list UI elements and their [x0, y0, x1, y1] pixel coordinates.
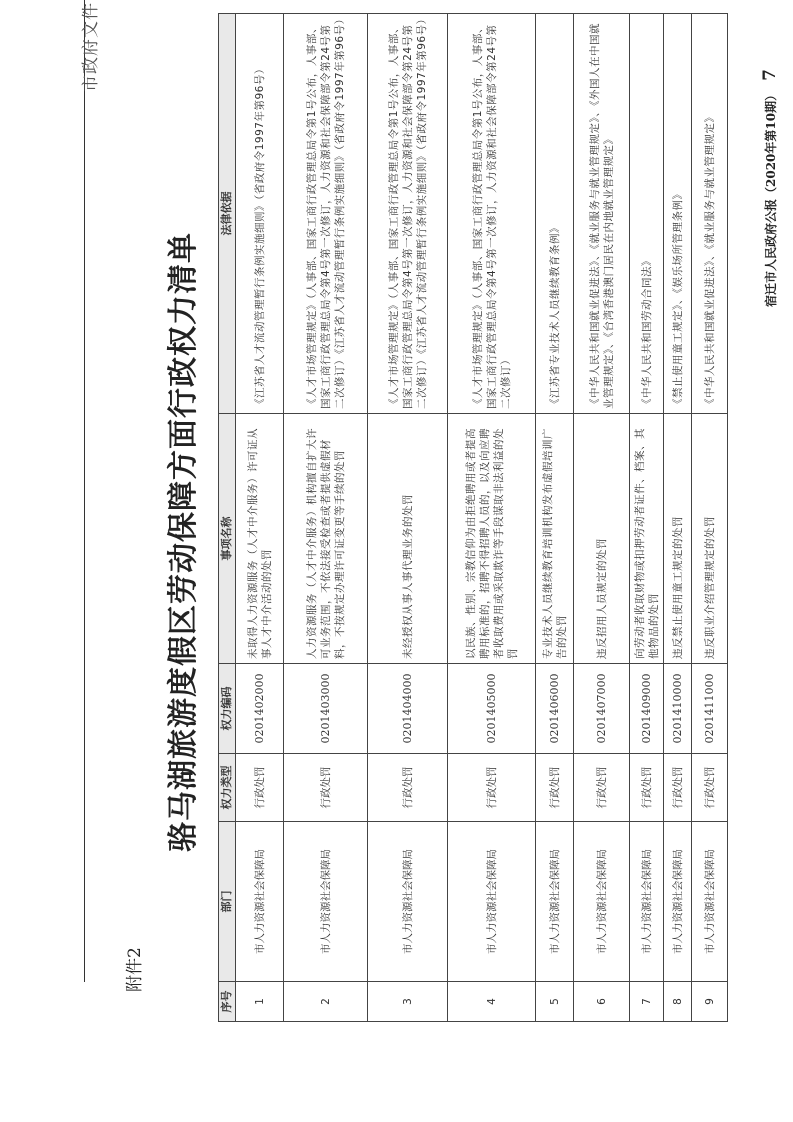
cell-type: 行政处罚 [536, 754, 574, 822]
cell-no: 5 [536, 982, 574, 1022]
col-header-dept: 部门 [219, 822, 236, 982]
power-list-table [218, 13, 728, 1022]
table-header-row [219, 14, 236, 1022]
cell-no: 3 [368, 982, 448, 1022]
cell-code: 0201402000 [236, 664, 284, 754]
cell-basis: 《中华人民共和国劳动合同法》 [630, 14, 664, 414]
cell-item: 违反职业介绍管理规定的处罚 [692, 414, 728, 664]
cell-code: 0201404000 [368, 664, 448, 754]
col-header-item: 事项名称 [219, 414, 236, 664]
cell-code: 0201406000 [536, 664, 574, 754]
cell-dept: 市人力资源社会保障局 [664, 822, 692, 982]
cell-basis: 《中华人民共和国就业促进法》、《就业服务与就业管理规定》 [692, 14, 728, 414]
cell-code: 0201403000 [284, 664, 368, 754]
cell-item: 违反禁止使用童工规定的处罚 [664, 414, 692, 664]
cell-dept: 市人力资源社会保障局 [574, 822, 630, 982]
cell-item: 以民族、性别、宗教信仰为由拒绝聘用或者提高聘用标准的，招聘不得招聘人员的，以及向应聘者收取费用或采取欺诈等手段谋取非法利益的处罚 [448, 414, 536, 664]
cell-no: 2 [284, 982, 368, 1022]
cell-dept: 市人力资源社会保障局 [536, 822, 574, 982]
col-header-no: 序号 [219, 982, 236, 1022]
cell-basis: 《中华人民共和国就业促进法》、《就业服务与就业管理规定》、《外国人在中国就业管理规定》、《台湾香港澳门居民在内地就业管理规定》 [574, 14, 630, 414]
table-row [368, 14, 448, 1022]
header-doc-label: 市政府文件 [81, 2, 101, 92]
page-number: 7 [760, 69, 780, 81]
cell-code: 0201411000 [692, 664, 728, 754]
table-row [448, 14, 536, 1022]
cell-code: 0201407000 [574, 664, 630, 754]
col-header-basis: 法律依据 [219, 14, 236, 414]
cell-dept: 市人力资源社会保障局 [236, 822, 284, 982]
cell-type: 行政处罚 [236, 754, 284, 822]
cell-basis: 《人才市场管理规定》（人事部、国家工商行政管理总局令第1号公布，人事部、国家工商行政管理总局令第4号第一次修订，人力资源和社会保障部令第24号第二次修订）《江苏省人才流动管理暂行条例实施细则》（省政府令1997年第96号） [368, 14, 448, 414]
header-rule [84, 0, 85, 982]
cell-no: 8 [664, 982, 692, 1022]
cell-item: 未经授权从事人事代理业务的处罚 [368, 414, 448, 664]
cell-code: 0201410000 [664, 664, 692, 754]
document-title: 骆马湖旅游度假区劳动保障方面行政权力清单 [166, 232, 201, 852]
cell-dept: 市人力资源社会保障局 [368, 822, 448, 982]
cell-no: 9 [692, 982, 728, 1022]
cell-basis: 《人才市场管理规定》（人事部、国家工商行政管理总局令第1号公布，人事部、国家工商行政管理总局令第4号第一次修订，人力资源和社会保障部令第24号第二次修订） [448, 14, 536, 414]
cell-basis: 《人才市场管理规定》（人事部、国家工商行政管理总局令第1号公布，人事部、国家工商行政管理总局令第4号第一次修订，人力资源和社会保障部令第24号第二次修订）《江苏省人才流动管理暂行条例实施细则》（省政府令1997年第96号） [284, 14, 368, 414]
cell-code: 0201405000 [448, 664, 536, 754]
cell-basis: 《江苏省专业技术人员继续教育条例》 [536, 14, 574, 414]
cell-item: 人力资源服务（人才中介服务）机构擅自扩大许可业务范围，不依法接受检查或者提供虚假材料，不按规定办理许可证变更等手续的处罚 [284, 414, 368, 664]
col-header-type: 权力类型 [219, 754, 236, 822]
cell-dept: 市人力资源社会保障局 [692, 822, 728, 982]
cell-no: 6 [574, 982, 630, 1022]
cell-type: 行政处罚 [664, 754, 692, 822]
cell-no: 4 [448, 982, 536, 1022]
cell-no: 1 [236, 982, 284, 1022]
table-row [664, 14, 692, 1022]
cell-item: 未取得人力资源服务（人才中介服务）许可证从事人才中介活动的处罚 [236, 414, 284, 664]
cell-type: 行政处罚 [692, 754, 728, 822]
attachment-label: 附件2 [125, 947, 145, 992]
table-row [284, 14, 368, 1022]
table-row [574, 14, 630, 1022]
cell-basis: 《江苏省人才流动管理暂行条例实施细则》（省政府令1997年第96号） [236, 14, 284, 414]
cell-type: 行政处罚 [574, 754, 630, 822]
cell-type: 行政处罚 [448, 754, 536, 822]
table-row [692, 14, 728, 1022]
cell-no: 7 [630, 982, 664, 1022]
footer [760, 69, 780, 307]
table-row [630, 14, 664, 1022]
footer-publication: 宿迁市人民政府公报（2020年第10期） [764, 88, 778, 307]
table-row [536, 14, 574, 1022]
cell-item: 违反招用人员规定的处罚 [574, 414, 630, 664]
cell-item: 专业技术人员继续教育培训机构发布虚假培训广告的处罚 [536, 414, 574, 664]
cell-dept: 市人力资源社会保障局 [630, 822, 664, 982]
col-header-code: 权力编码 [219, 664, 236, 754]
cell-code: 0201409000 [630, 664, 664, 754]
cell-basis: 《禁止使用童工规定》、《娱乐场所管理条例》 [664, 14, 692, 414]
cell-type: 行政处罚 [630, 754, 664, 822]
cell-type: 行政处罚 [368, 754, 448, 822]
cell-type: 行政处罚 [284, 754, 368, 822]
cell-dept: 市人力资源社会保障局 [284, 822, 368, 982]
cell-item: 向劳动者收取财物或扣押劳动者证件、档案、其他物品的处罚 [630, 414, 664, 664]
cell-dept: 市人力资源社会保障局 [448, 822, 536, 982]
table-row [236, 14, 284, 1022]
